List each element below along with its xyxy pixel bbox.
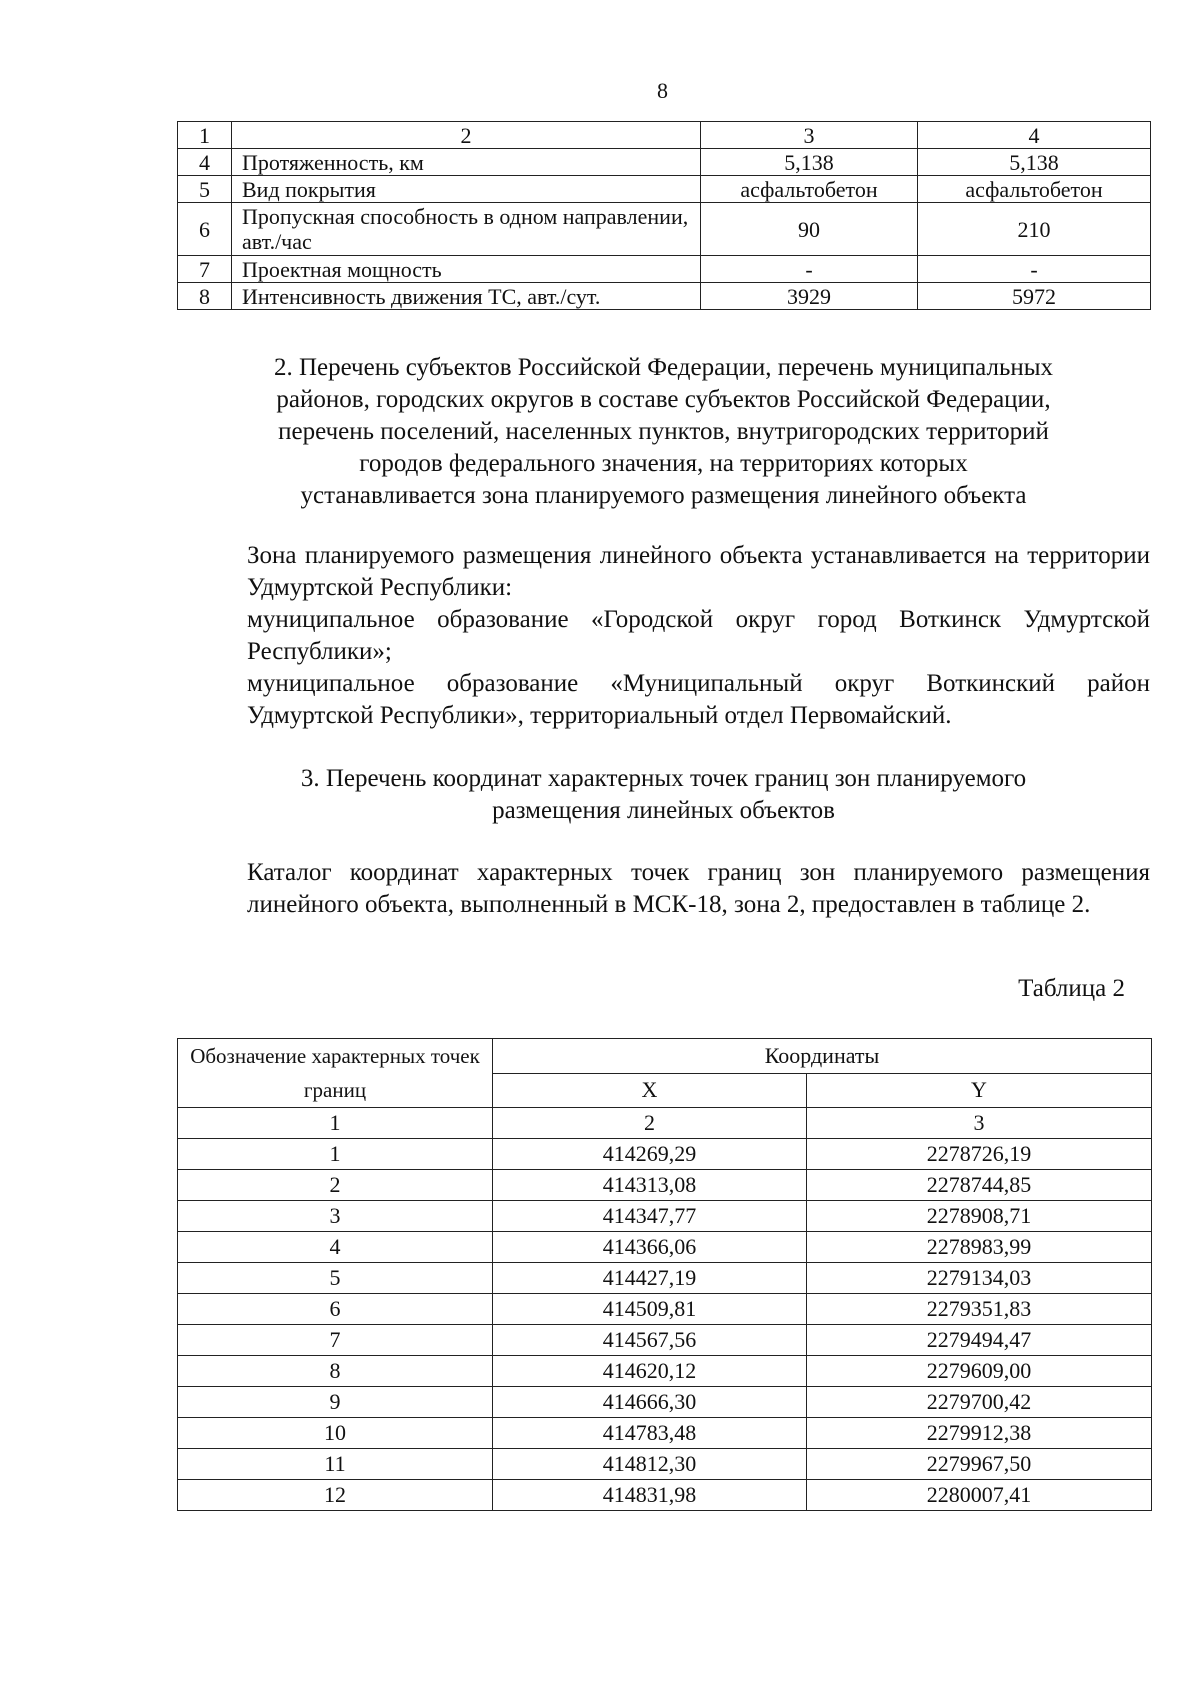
y-coordinate: 2278726,19 — [807, 1139, 1152, 1170]
paragraph-text: Зона планируемого размещения линейного объекта устанавливается на территории Удмуртской Республики: — [247, 542, 1150, 601]
point-id: 12 — [178, 1480, 493, 1511]
table-row — [178, 1139, 1152, 1170]
table-row — [178, 256, 1151, 283]
table-header-row — [178, 122, 1151, 149]
table-row — [178, 283, 1151, 310]
row-number: 7 — [178, 256, 232, 283]
point-id: 8 — [178, 1356, 493, 1387]
point-id: 9 — [178, 1387, 493, 1418]
y-coordinate: 2279912,38 — [807, 1418, 1152, 1449]
row-name: Пропускная способность в одном направлении, авт./час — [232, 203, 701, 256]
section-3-heading — [177, 763, 1150, 827]
heading-line: 3. Перечень координат характерных точек границ зон планируемого — [300, 765, 1027, 792]
point-id: 2 — [178, 1170, 493, 1201]
x-coordinate: 414509,81 — [493, 1294, 807, 1325]
x-coordinate: 414666,30 — [493, 1387, 807, 1418]
table-row — [178, 1232, 1152, 1263]
heading-line: городов федерального значения, на территориях которых — [359, 450, 968, 477]
heading-line: перечень поселений, населенных пунктов, внутригородских территорий — [278, 418, 1049, 445]
x-coordinate: 414567,56 — [493, 1325, 807, 1356]
point-id: 4 — [178, 1232, 493, 1263]
characteristics-table — [177, 121, 1151, 310]
x-coordinate: 414812,30 — [493, 1449, 807, 1480]
point-id: 5 — [178, 1263, 493, 1294]
row-number: 6 — [178, 203, 232, 256]
x-coordinate: 414269,29 — [493, 1139, 807, 1170]
section-2-paragraph-territory — [177, 540, 1150, 604]
x-coordinate: 414620,12 — [493, 1356, 807, 1387]
point-id: 10 — [178, 1418, 493, 1449]
y-coordinate: 2279700,42 — [807, 1387, 1152, 1418]
y-coordinate: 2279494,47 — [807, 1325, 1152, 1356]
table-row — [178, 176, 1151, 203]
row-name: Вид покрытия — [232, 176, 701, 203]
header-coordinates: Координаты — [493, 1039, 1152, 1074]
point-id: 3 — [178, 1201, 493, 1232]
table-caption: Таблица 2 — [1018, 975, 1125, 1002]
table-header-row — [178, 1039, 1152, 1074]
x-coordinate: 414831,98 — [493, 1480, 807, 1511]
table-row — [178, 1294, 1152, 1325]
table-row — [178, 1201, 1152, 1232]
table-row — [178, 1418, 1152, 1449]
row-value: 90 — [701, 203, 918, 256]
page-number: 8 — [657, 78, 668, 103]
header-y: Y — [807, 1073, 1152, 1108]
table-row — [178, 203, 1151, 256]
x-coordinate: 414427,19 — [493, 1263, 807, 1294]
row-number: 4 — [178, 149, 232, 176]
row-value: 5,138 — [918, 149, 1151, 176]
row-value: асфальтобетон — [701, 176, 918, 203]
column-number: 1 — [178, 1108, 493, 1139]
row-name: Проектная мощность — [232, 256, 701, 283]
table-row — [178, 1263, 1152, 1294]
header-x: X — [493, 1073, 807, 1108]
column-number: 4 — [918, 122, 1151, 149]
y-coordinate: 2279134,03 — [807, 1263, 1152, 1294]
y-coordinate: 2279609,00 — [807, 1356, 1152, 1387]
table-row — [178, 149, 1151, 176]
x-coordinate: 414783,48 — [493, 1418, 807, 1449]
row-value: 3929 — [701, 283, 918, 310]
row-value: 210 — [918, 203, 1151, 256]
y-coordinate: 2279967,50 — [807, 1449, 1152, 1480]
column-number-row — [178, 1108, 1152, 1139]
paragraph-text: Каталог координат характерных точек границ зон планируемого размещения линейного объекта, выполненный в МСК-18, зона 2, предоставлен в таблице 2. — [247, 859, 1150, 918]
x-coordinate: 414313,08 — [493, 1170, 807, 1201]
heading-line: размещения линейных объектов — [492, 797, 835, 824]
table-row — [178, 1356, 1152, 1387]
table-row — [178, 1449, 1152, 1480]
table-row — [178, 1387, 1152, 1418]
coordinates-table — [177, 1038, 1152, 1511]
table-row — [178, 1325, 1152, 1356]
paragraph-text: муниципальное образование «Муниципальный округ Воткинский район Удмуртской Республики», территориальный отдел Первомайский. — [247, 670, 1150, 729]
row-value: 5972 — [918, 283, 1151, 310]
row-value: - — [701, 256, 918, 283]
row-value: асфальтобетон — [918, 176, 1151, 203]
x-coordinate: 414366,06 — [493, 1232, 807, 1263]
column-number: 2 — [232, 122, 701, 149]
y-coordinate: 2280007,41 — [807, 1480, 1152, 1511]
heading-line: устанавливается зона планируемого размещения линейного объекта — [300, 482, 1027, 509]
y-coordinate: 2278908,71 — [807, 1201, 1152, 1232]
column-number: 3 — [701, 122, 918, 149]
column-number: 3 — [807, 1108, 1152, 1139]
section-2-heading — [177, 352, 1150, 512]
point-id: 11 — [178, 1449, 493, 1480]
section-2-paragraph-votkinsk — [177, 604, 1150, 668]
y-coordinate: 2278744,85 — [807, 1170, 1152, 1201]
table-row — [178, 1170, 1152, 1201]
row-value: 5,138 — [701, 149, 918, 176]
y-coordinate: 2279351,83 — [807, 1294, 1152, 1325]
row-number: 8 — [178, 283, 232, 310]
table-row — [178, 1480, 1152, 1511]
section-2-paragraph-pervomaisky — [177, 668, 1150, 732]
point-id: 6 — [178, 1294, 493, 1325]
point-id: 1 — [178, 1139, 493, 1170]
row-name: Протяженность, км — [232, 149, 701, 176]
x-coordinate: 414347,77 — [493, 1201, 807, 1232]
heading-line: 2. Перечень субъектов Российской Федерации, перечень муниципальных — [273, 354, 1054, 381]
heading-line: районов, городских округов в составе субъектов Российской Федерации, — [276, 386, 1051, 413]
row-name: Интенсивность движения ТС, авт./сут. — [232, 283, 701, 310]
y-coordinate: 2278983,99 — [807, 1232, 1152, 1263]
row-value: - — [918, 256, 1151, 283]
row-number: 5 — [178, 176, 232, 203]
point-id: 7 — [178, 1325, 493, 1356]
section-3-paragraph-catalog — [177, 857, 1150, 921]
column-number: 1 — [178, 122, 232, 149]
header-point-designation: Обозначение характерных точек границ — [178, 1039, 493, 1108]
paragraph-text: муниципальное образование «Городской округ город Воткинск Удмуртской Республики»; — [247, 606, 1150, 665]
column-number: 2 — [493, 1108, 807, 1139]
